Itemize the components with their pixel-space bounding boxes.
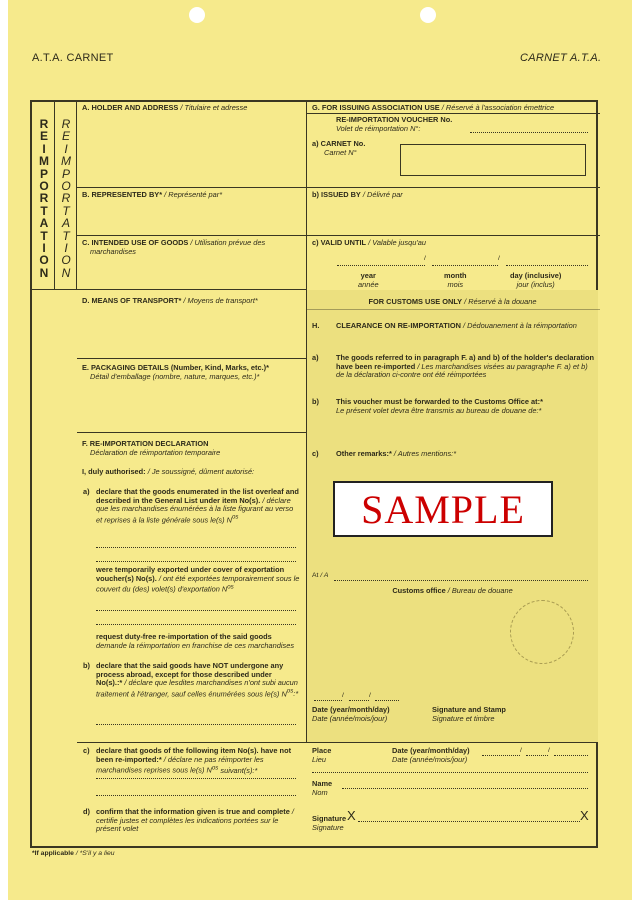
section-d-label: D. MEANS OF TRANSPORT* / Moyens de transport* [82, 296, 258, 305]
form-frame: R E I M P O R T A T I O N R E I M P O R T A T I O N A. HOLDER AND ADDRESS / Titulaire et adresse B. REPRESENTED BY* / Représenté par* C. INTENDED USE OF GOODS / Utilisation prévue des marchandises D. MEANS OF TRANSPORT* / Moyens de transport* E. PACKAGING DETAILS (Number, Kind, Marks, etc.)* Détail d'emballage (nombre, nature, marques, etc.)* F. RE-IMPORTATION DECLARATION Déclaration de réimportation temporaire I, duly authorised: / Je soussigné, dûment autorisé: a) declare that the goods enumerated in the list overleaf and described in the General List under item No(s). / déclare que les marchandises énumérées à la liste figurant au verso et reprises à la liste générale sous le(s) $N^{os}$ were temporarily exported under cover of exportation voucher(s) No(s). / ont été exportées temporairement sous le couvert du (des) volet(s) d'exportation $N^{os}$ request duty-free re-importation of the said goods demande la réimportation en franchise de ces marchandises b) declare that the said goods have NOT undergone any process abroad, except for those described under No(s).:* / déclare que lesdites marchandises n'ont subi aucun traitement à l'étranger, sauf celles énumérées sous le(s) $N^{os}:*$ G. FOR ISSUING ASSOCIATION USE / Réservé à l'association émettrice RE-IMPORTATION VOUCHER No. Volet de réimportation N°: a) CARNET No. Carnet N° b) ISSUED BY / Délivré par c) VALID UNTIL / Valable jusqu'au / / year année month mois day (inclusive) jour (inclus) FOR CUSTOMS USE ONLY / Réservé à la douane H. CLEARANCE ON RE-IMPORTATION / Dédouanement à la réimportation a) The goods referred to in paragraph F. a) and b) of the holder's declaration have been re-imported / Les marchandises visées au paragraphe F. a) et b) de la déclaration ci-contre ont été réimportées b) This voucher must be forwarded to the Customs Office at:* Le présent volet devra être transmis au bureau de douane de:* c) Other remarks:* / Autres mentions:* At / A Customs office / Bureau de douane / / Date (year/month/day) Date (année/mois/jour) Signature and Stamp Signature et timbre c) declare that goods of the following item No(s). have not been re-imported:* / déclare ne pas réimporter les marchandises reprises sous le(s) $N^{os}$ suivant(s):* d) confirm that the information given is true and complete / certifie justes et complètes les indications portées sur le présent volet Place Lieu Date (year/month/day) Date (année/mois/jour) / / Name Nom Signature Signature X X [30, 100, 598, 848]
g-carnet-label: a) CARNET No. Carnet N° [312, 139, 366, 157]
section-c-label: C. INTENDED USE OF GOODS / Utilisation prévue des marchandises [82, 238, 266, 256]
g-valid-label: c) VALID UNTIL / Valable jusqu'au [312, 238, 426, 247]
f-request-text: request duty-free re-importation of the said goods demande la réimportation en franchise de ces marchandises [96, 632, 295, 650]
h-b-text: This voucher must be forwarded to the Customs Office at:* Le présent volet devra être transmis au bureau de douane de:* [336, 397, 543, 415]
g-month-label: month mois [444, 271, 467, 289]
h-a-text: The goods referred to in paragraph F. a) and b) of the holder's declaration have been re-imported / Les marchandises visées au paragraphe F. a) et b) de la déclaration ci-contre ont été réimportées [336, 353, 594, 380]
f-b-text: declare that the said goods have NOT undergone any process abroad, except for those described under No(s).:* / déclare que lesdites marchandises n'ont subi aucun traitement à l'étranger, sauf celles énumérées sous le(s) $N^{os}:*$ [96, 661, 299, 699]
f-c-letter: c) [83, 746, 90, 755]
h-office-label: Customs office / Bureau de douane [392, 586, 513, 595]
section-e-label: E. PACKAGING DETAILS (Number, Kind, Marks, etc.)* Détail d'emballage (nombre, nature, marques, etc.)* [82, 363, 269, 381]
customs-only-label: FOR CUSTOMS USE ONLY / Réservé à la douane [368, 297, 537, 306]
header-left: A.T.A. CARNET [32, 52, 114, 64]
f-d-text: confirm that the information given is true and complete / certifie justes et complètes les indications portées sur le présent volet [96, 807, 294, 834]
h-date-label: Date (year/month/day) Date (année/mois/jour) [312, 705, 390, 723]
f-c-text: declare that goods of the following item No(s). have not been re-imported:* / déclare ne pas réimporter les marchandises reprises sous le(s) $N^{os}$ suivant(s):* [96, 746, 292, 775]
footer-date-label: Date (year/month/day) Date (année/mois/jour) [392, 746, 470, 764]
f-b-letter: b) [83, 661, 90, 670]
h-sig-label: Signature and Stamp Signature et timbre [432, 705, 506, 723]
h-clearance-label: CLEARANCE ON RE-IMPORTATION / Dédouanement à la réimportation [336, 321, 577, 330]
stamp-circle [510, 600, 574, 664]
signature-x-left: X [347, 808, 356, 823]
f-a-text: declare that the goods enumerated in the list overleaf and described in the General List under item No(s). / déclare que les marchandises énumérées à la liste figurant au verso et reprises à la liste générale sous le(s) $N^{os}$ [96, 487, 299, 525]
g-day-label: day (inclusive) jour (inclus) [510, 271, 562, 289]
g-voucher-label: RE-IMPORTATION VOUCHER No. Volet de réimportation N°: [336, 115, 453, 133]
footnote: *If applicable / *S'il y a lieu [32, 850, 115, 857]
footer-place-label: Place Lieu [312, 746, 332, 764]
g-year-label: year année [358, 271, 379, 289]
g-issued-label: b) ISSUED BY / Délivré par [312, 190, 403, 199]
punch-hole [420, 7, 436, 23]
f-a-letter: a) [83, 487, 90, 496]
h-c-letter: c) [312, 449, 319, 458]
h-letter: H. [312, 321, 320, 330]
footer-name-label: Name Nom [312, 779, 333, 797]
f-exported-text: were temporarily exported under cover of exportation voucher(s) No(s). / ont été exportées temporairement sous le couvert du (des) volet(s) d'exportation $N^{os}$ [96, 565, 300, 594]
h-a-letter: a) [312, 353, 319, 362]
h-at-label: At / A [312, 572, 329, 579]
strip-reimportation-fr: R E I M P O R T A T I O N [61, 117, 71, 280]
h-b-letter: b) [312, 397, 319, 406]
sample-watermark: SAMPLE [333, 481, 553, 537]
section-b-label: B. REPRESENTED BY* / Représenté par* [82, 190, 223, 199]
section-f-authorised: I, duly authorised: / Je soussigné, dûment autorisé: [82, 467, 255, 476]
signature-x-right: X [580, 808, 589, 823]
section-a-label: A. HOLDER AND ADDRESS / Titulaire et adresse [82, 103, 248, 112]
header-right: CARNET A.T.A. [520, 52, 602, 64]
section-f-label: F. RE-IMPORTATION DECLARATION Déclaration de réimportation temporaire [82, 439, 221, 457]
f-d-letter: d) [83, 807, 90, 816]
footer-signature-label: Signature Signature [312, 814, 347, 832]
punch-hole [189, 7, 205, 23]
section-g-label: G. FOR ISSUING ASSOCIATION USE / Réservé à l'association émettrice [312, 103, 555, 112]
carnet-number-field[interactable] [400, 144, 586, 176]
h-c-text: Other remarks:* / Autres mentions:* [336, 449, 457, 458]
strip-reimportation: R E I M P O R T A T I O N [39, 117, 49, 280]
